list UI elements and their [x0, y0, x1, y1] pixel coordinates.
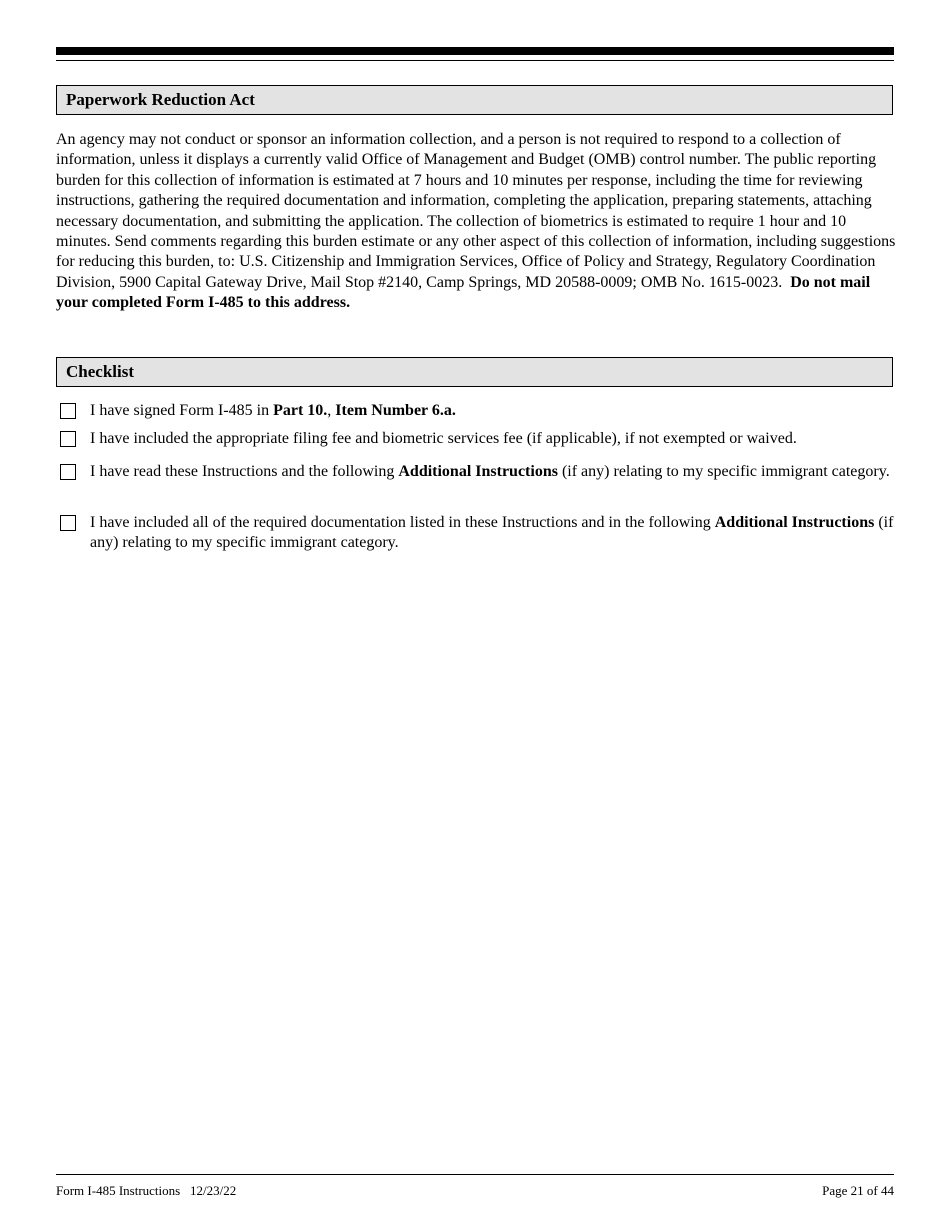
footer-rule [56, 1174, 894, 1175]
checkbox-fee[interactable] [60, 431, 76, 447]
text-part: I have read these Instructions and the following [90, 463, 399, 480]
text-part: I have included all of the required documentation listed in these Instructions and in the following [90, 514, 715, 531]
checklist-heading: Checklist [56, 357, 893, 387]
checklist-item-text [90, 462, 894, 482]
checklist-item-text [90, 429, 894, 449]
text-part: (if any) relating to my specific immigrant category. [557, 463, 890, 480]
footer-edition-date: 12/23/22 [189, 1183, 237, 1198]
text-bold-part: Part 10. [273, 402, 328, 419]
paperwork-bold-notice: Do not mail your completed Form I-485 to this address. [56, 273, 871, 312]
text-part: , [327, 402, 336, 419]
checkbox-signed[interactable] [60, 403, 76, 419]
footer-form-name: Form I-485 Instructions [56, 1183, 181, 1198]
checkbox-read-instructions[interactable] [60, 464, 76, 480]
text-bold-part: Additional Instructions [714, 514, 875, 531]
header-rule-thick [56, 47, 894, 55]
checklist-item-text [90, 401, 894, 421]
checkbox-documentation[interactable] [60, 515, 76, 531]
text-bold-part: Item Number 6.a. [335, 402, 456, 419]
paperwork-body: An agency may not conduct or sponsor an information collection, and a person is not required to respond to a collection of information, unless it displays a currently valid Office of Management and Budget (OMB) control number. The public reporting burden for this collection of information is estimated at 7 hours and 10 minutes per response, including the time for reviewing instructions, gathering the required documentation and information, completing the application, preparing statements, attaching necessary documentation, and submitting the application. The collection of biometrics is estimated to require 1 hour and 10 minutes. Send comments regarding this burden estimate or any other aspect of this collection of information, including suggestions for reducing this burden, to: U.S. Citizenship and Immigration Services, Office of Policy and Strategy, Regulatory Coordination Division, 5900 Capital Gateway Drive, Mail Stop #2140, Camp Springs, MD 20588-0009; OMB No. 1615-0023. [56, 131, 896, 291]
text-part: (if any) relating to my specific immigrant category. [90, 514, 894, 552]
text-part: I have included the appropriate filing fee and biometric services fee (if applicable), if not exempted or waived. [90, 430, 797, 447]
text-part: I have signed Form I-485 in [90, 402, 274, 419]
footer-form-info [56, 1183, 236, 1199]
paperwork-heading: Paperwork Reduction Act [56, 85, 893, 115]
footer-page-number: Page 21 of 44 [822, 1183, 894, 1198]
paperwork-paragraph [56, 130, 896, 314]
checklist-item-text [90, 513, 894, 554]
header-rule-thin [56, 60, 894, 61]
text-bold-part: Additional Instructions [398, 463, 558, 480]
